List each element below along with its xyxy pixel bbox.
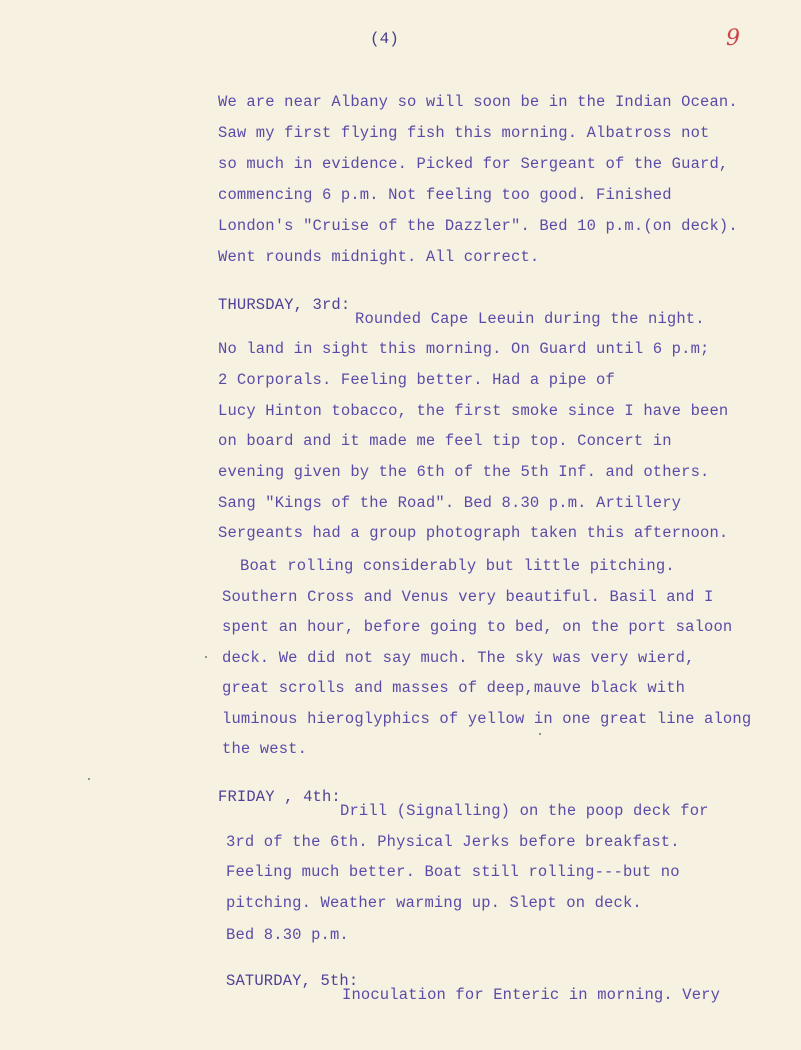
text-line: Feeling much better. Boat still rolling---but no [226,863,680,881]
text-line: Southern Cross and Venus very beautiful. Basil and I [222,588,714,606]
text-line: spent an hour, before going to bed, on the port saloon [222,618,733,636]
text-line: No land in sight this morning. On Guard until 6 p.m; [218,340,710,358]
entry-heading-thursday: THURSDAY, 3rd: [218,296,351,314]
text-line: evening given by the 6th of the 5th Inf. and others. [218,463,710,481]
text-line: Lucy Hinton tobacco, the first smoke since I have been [218,402,729,420]
text-line: great scrolls and masses of deep,mauve black with [222,679,686,697]
text-line: commencing 6 p.m. Not feeling too good. Finished [218,186,672,204]
text-line: Drill (Signalling) on the poop deck for [340,802,709,820]
text-line: Inoculation for Enteric in morning. Very [342,986,721,1004]
text-line: London's "Cruise of the Dazzler". Bed 10 p.m.(on deck). [218,217,738,235]
text-line: Sang "Kings of the Road". Bed 8.30 p.m. Artillery [218,494,682,512]
text-line: Sergeants had a group photograph taken this afternoon. [218,524,729,542]
text-line: pitching. Weather warming up. Slept on deck. [226,894,642,912]
text-line: 3rd of the 6th. Physical Jerks before breakfast. [226,833,680,851]
archive-page-number: 9 [726,26,740,51]
text-line: We are near Albany so will soon be in the Indian Ocean. [218,93,738,111]
page-number: (4) [370,30,399,48]
paper-speck [539,733,541,735]
text-line: 2 Corporals. Feeling better. Had a pipe of [218,371,615,389]
text-line: Went rounds midnight. All correct. [218,248,540,266]
text-line: luminous hieroglyphics of yellow in one great line along [222,710,752,728]
text-line: Boat rolling considerably but little pitching. [240,557,675,575]
paper-speck [88,778,90,780]
text-line: deck. We did not say much. The sky was very wierd, [222,649,695,667]
text-line: so much in evidence. Picked for Sergeant of the Guard, [218,155,729,173]
text-line: Rounded Cape Leeuin during the night. [355,310,705,328]
text-line: Saw my first flying fish this morning. Albatross not [218,124,710,142]
text-line: the west. [222,740,308,758]
paper-speck [205,656,207,658]
entry-heading-saturday: SATURDAY, 5th: [226,972,359,990]
text-line: on board and it made me feel tip top. Concert in [218,432,672,450]
entry-heading-friday: FRIDAY , 4th: [218,788,341,806]
text-line: Bed 8.30 p.m. [226,926,349,944]
